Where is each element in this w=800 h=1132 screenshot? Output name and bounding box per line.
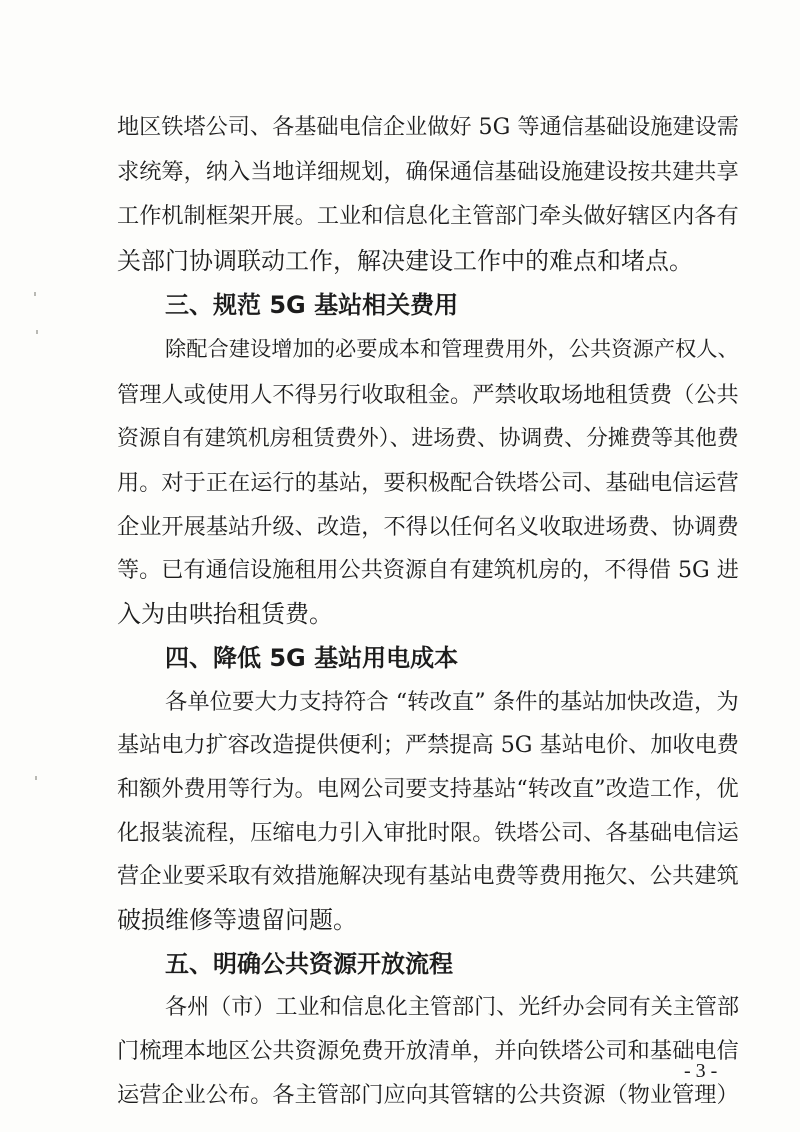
body-line: 破损维修等遗留问题。 — [117, 906, 357, 934]
body-line: 门梳理本地区公共资源免费开放清单，并向铁塔公司和基础电信 — [117, 1038, 739, 1064]
page-number: - 3 - — [684, 1060, 718, 1082]
section-heading-5: 五、明确公共资源开放流程 — [165, 950, 453, 978]
section-heading-4: 四、降低 5G 基站用电成本 — [165, 644, 459, 672]
body-line: 求统筹，纳入当地详细规划，确保通信基础设施建设按共建共享 — [117, 159, 739, 185]
body-line: 除配合建设增加的必要成本和管理费用外，公共资源产权人、 — [165, 337, 739, 362]
body-line: 各单位要大力支持符合 “转改直” 条件的基站加快改造，为 — [165, 689, 739, 715]
body-line: 基站电力扩容改造提供便利；严禁提高 5G 基站电价、加收电费 — [117, 732, 739, 758]
body-line: 资源自有建筑机房租赁费外）、进场费、协调费、分摊费等其他费 — [117, 426, 739, 451]
body-line: 企业开展基站升级、改造，不得以任何名义收取进场费、协调费 — [117, 514, 739, 540]
body-line: 营企业要采取有效措施解决现有基站电费等费用拖欠、公共建筑 — [117, 863, 739, 889]
body-line: 关部门协调联动工作，解决建设工作中的难点和堵点。 — [117, 247, 693, 275]
body-line: 地区铁塔公司、各基础电信企业做好 5G 等通信基础设施建设需 — [117, 114, 739, 140]
scan-mark — [35, 776, 37, 780]
body-line: 等。已有通信设施租用公共资源自有建筑机房的，不得借 5G 进 — [117, 557, 739, 583]
body-line: 入为由哄抬租赁费。 — [117, 600, 333, 628]
body-line: 用。对于正在运行的基站，要积极配合铁塔公司、基础电信运营 — [117, 470, 739, 496]
body-line: 化报装流程，压缩电力引入审批时限。铁塔公司、各基础电信运 — [117, 820, 739, 846]
body-line: 各州（市）工业和信息化主管部门、光纤办会同有关主管部 — [165, 995, 740, 1020]
body-line: 和额外费用等行为。电网公司要支持基站“转改直”改造工作，优 — [117, 776, 739, 802]
section-heading-3: 三、规范 5G 基站相关费用 — [165, 291, 459, 319]
body-line: 工作机制框架开展。工业和信息化主管部门牵头做好辖区内各有 — [117, 203, 739, 229]
scan-mark — [34, 292, 36, 296]
body-line: 运营企业公布。各主管部门应向其管辖的公共资源（物业管理） — [117, 1082, 739, 1108]
scan-mark — [36, 330, 38, 334]
body-line: 管理人或使用人不得另行收取租金。严禁收取场地租赁费（公共 — [117, 382, 739, 408]
